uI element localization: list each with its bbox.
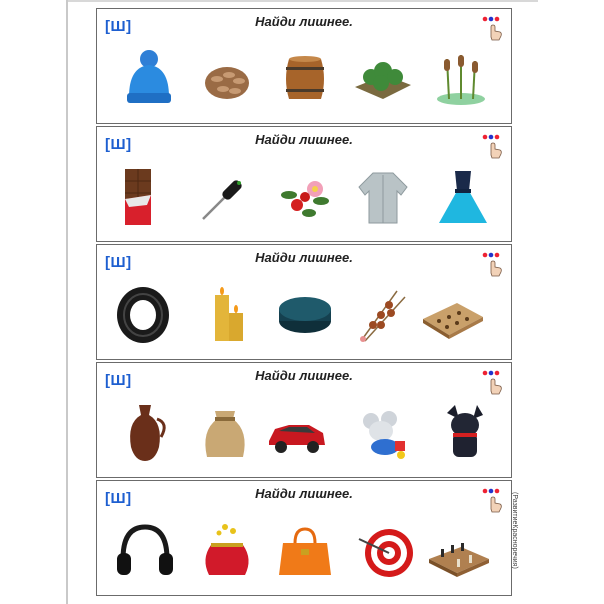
chocolate-icon[interactable] <box>111 165 175 229</box>
side-credit: (РазвитиеКрасноречия) <box>511 492 518 569</box>
tire-icon[interactable] <box>111 283 175 347</box>
purse-icon[interactable] <box>195 519 259 583</box>
exercise-card-2 <box>96 126 512 242</box>
pointer-dots-icon[interactable] <box>481 133 505 159</box>
sound-label: [Ш] <box>105 254 132 271</box>
jug-icon[interactable] <box>113 401 177 465</box>
barrel-icon[interactable] <box>273 47 337 111</box>
checkers-board-icon[interactable] <box>421 283 485 347</box>
candles-icon[interactable] <box>195 283 259 347</box>
exercise-card-4 <box>96 362 512 478</box>
task-title: Найди лишнее. <box>255 132 353 147</box>
fur-coat-icon[interactable] <box>351 165 415 229</box>
target-icon[interactable] <box>353 519 417 583</box>
sound-label: [Ш] <box>105 372 132 389</box>
sound-label: [Ш] <box>105 18 132 35</box>
exercise-card-1 <box>96 8 512 124</box>
reeds-icon[interactable] <box>429 47 493 111</box>
task-title: Найди лишнее. <box>255 486 353 501</box>
dress-icon[interactable] <box>431 165 495 229</box>
sound-label: [Ш] <box>105 136 132 153</box>
sound-label: [Ш] <box>105 490 132 507</box>
hat-icon[interactable] <box>117 47 181 111</box>
pointer-dots-icon[interactable] <box>481 369 505 395</box>
sack-icon[interactable] <box>193 401 257 465</box>
car-icon[interactable] <box>265 401 329 465</box>
handbag-icon[interactable] <box>273 519 337 583</box>
pinecone-icon[interactable] <box>195 47 259 111</box>
chess-board-icon[interactable] <box>427 519 491 583</box>
headphones-icon[interactable] <box>113 519 177 583</box>
pointer-dots-icon[interactable] <box>481 15 505 41</box>
page-top-edge <box>68 0 538 2</box>
pointer-dots-icon[interactable] <box>481 487 505 513</box>
screwdriver-icon[interactable] <box>193 165 257 229</box>
mouse-toy-icon[interactable] <box>353 401 417 465</box>
hockey-puck-icon[interactable] <box>273 283 337 347</box>
task-title: Найди лишнее. <box>255 14 353 29</box>
pointer-dots-icon[interactable] <box>481 251 505 277</box>
task-title: Найди лишнее. <box>255 250 353 265</box>
shashlik-icon[interactable] <box>351 283 415 347</box>
exercise-card-5 <box>96 480 512 596</box>
puppy-icon[interactable] <box>433 401 497 465</box>
exercise-card-3 <box>96 244 512 360</box>
moss-bush-icon[interactable] <box>351 47 415 111</box>
page-left-edge <box>66 0 68 604</box>
task-title: Найди лишнее. <box>255 368 353 383</box>
rosehip-icon[interactable] <box>273 165 337 229</box>
